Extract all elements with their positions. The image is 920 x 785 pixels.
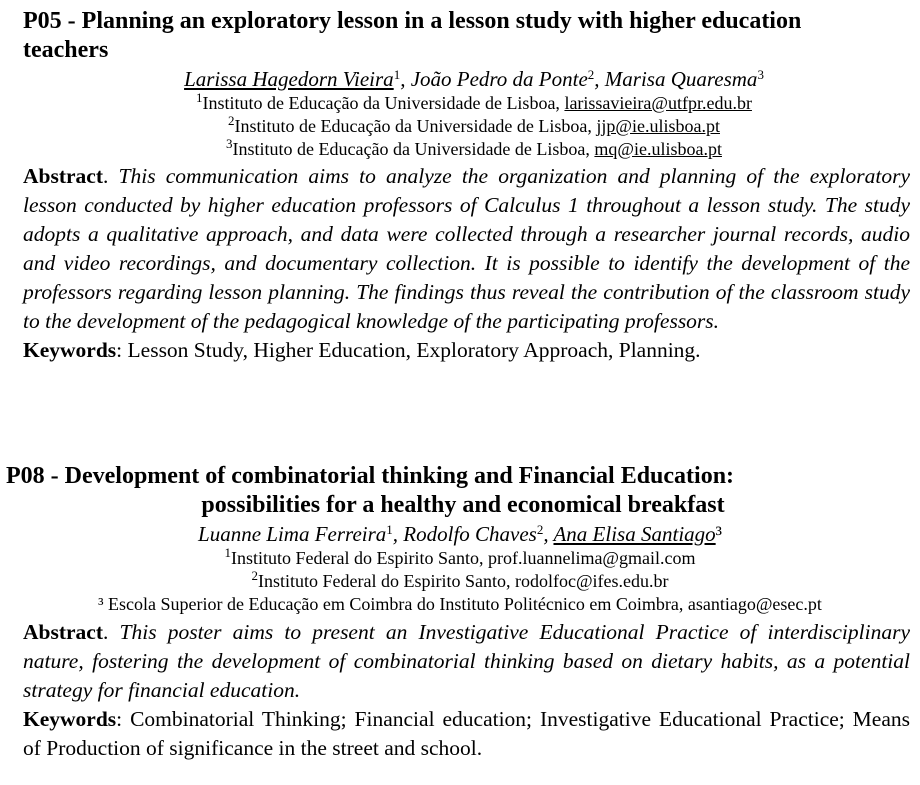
author-separator: , <box>400 67 411 91</box>
keywords-label: Keywords <box>23 338 117 362</box>
keywords-text: : Combinatorial Thinking; Financial education; Investigative Educational Practice; Means of Production of significance in the street and school. <box>23 707 910 760</box>
affiliation-text: Instituto Federal do Espirito Santo, rodolfoc@ifes.edu.br <box>257 571 669 591</box>
abstract-paragraph <box>23 162 910 336</box>
keywords-label: Keywords <box>23 707 117 731</box>
author-separator: , <box>543 522 554 546</box>
author-list <box>0 67 920 92</box>
affiliation-text: Instituto Federal do Espirito Santo, prof.luannelima@gmail.com <box>231 548 696 568</box>
affiliation-line <box>0 593 920 616</box>
email-link[interactable]: mq@ie.ulisboa.pt <box>594 139 722 159</box>
author-name: Rodolfo Chaves <box>403 522 537 546</box>
affiliation-marker: 3 <box>226 136 233 151</box>
author-list <box>0 522 920 547</box>
keywords-paragraph <box>23 336 910 365</box>
paper-p08 <box>0 462 920 763</box>
author-name: Larissa Hagedorn Vieira <box>184 67 394 91</box>
author-name: Ana Elisa Santiago <box>553 522 716 546</box>
keywords-text: : Lesson Study, Higher Education, Exploratory Approach, Planning. <box>116 338 701 362</box>
author-separator: , <box>594 67 605 91</box>
affiliation-line <box>0 115 920 138</box>
paper-title <box>0 462 920 520</box>
paper-title-line: P08 - Development of combinatorial thinking and Financial Education: <box>6 463 735 489</box>
affiliation-marker: 1 <box>224 545 231 560</box>
affiliation-marker: 1 <box>196 90 203 105</box>
abstract-label: Abstract <box>23 620 104 644</box>
paper-title-line: possibilities for a healthy and economical breakfast <box>201 492 725 518</box>
abstract-label: Abstract <box>23 164 104 188</box>
author-affiliation-marker: 3 <box>757 67 764 82</box>
affiliation-text: Instituto de Educação da Universidade de Lisboa, <box>202 93 565 113</box>
email-link[interactable]: larissavieira@utfpr.edu.br <box>564 93 752 113</box>
affiliation-text: Escola Superior de Educação em Coimbra do Instituto Politécnico em Coimbra, asantiago@esec.pt <box>103 594 822 614</box>
paper-p05 <box>0 7 920 365</box>
abstract-punctuation: . <box>103 620 120 644</box>
affiliation-line <box>0 547 920 570</box>
author-affiliation-marker: ³ <box>715 522 722 546</box>
affiliation-line <box>0 92 920 115</box>
abstract-text: This poster aims to present an Investigative Educational Practice of interdisciplinary nature, fostering the development of combinatorial thinking based on dietary habits, as a potential strategy for financial education. <box>23 620 911 702</box>
author-affiliation-marker: 2 <box>536 522 544 537</box>
affiliation-text: Instituto de Educação da Universidade de Lisboa, <box>232 139 595 159</box>
abstract-paragraph <box>23 618 910 705</box>
affiliation-line <box>0 138 920 161</box>
author-separator: , <box>392 522 404 546</box>
affiliation-marker: 2 <box>251 568 258 583</box>
author-name: João Pedro da Ponte <box>410 67 588 91</box>
author-name: Luanne Lima Ferreira <box>198 522 387 546</box>
email-link[interactable]: jjp@ie.ulisboa.pt <box>596 116 720 136</box>
affiliation-marker: 2 <box>228 113 235 128</box>
paper-title: P05 - Planning an exploratory lesson in a lesson study with higher education teachers <box>23 8 802 63</box>
author-affiliation-marker: 1 <box>386 522 393 537</box>
affiliation-text: Instituto de Educação da Universidade de Lisboa, <box>234 116 597 136</box>
abstract-text: This communication aims to analyze the organization and planning of the exploratory lesson conducted by higher education professors of Calculus 1 throughout a lesson study. The study adopts a qualitative approach, and data were collected through a researcher journal records, audio and video recordings, and documentary collection. It is possible to identify the development of the professors regarding lesson planning. The findings thus reveal the contribution of the classroom study to the development of the pedagogical knowledge of the participating professors. <box>23 164 910 333</box>
author-affiliation-marker: 1 <box>393 67 401 82</box>
abstract-punctuation: . <box>103 164 119 188</box>
affiliation-marker: ³ <box>98 594 104 614</box>
keywords-paragraph <box>23 705 910 763</box>
author-name: Marisa Quaresma <box>604 67 758 91</box>
affiliation-line <box>0 570 920 593</box>
author-affiliation-marker: 2 <box>587 67 595 82</box>
